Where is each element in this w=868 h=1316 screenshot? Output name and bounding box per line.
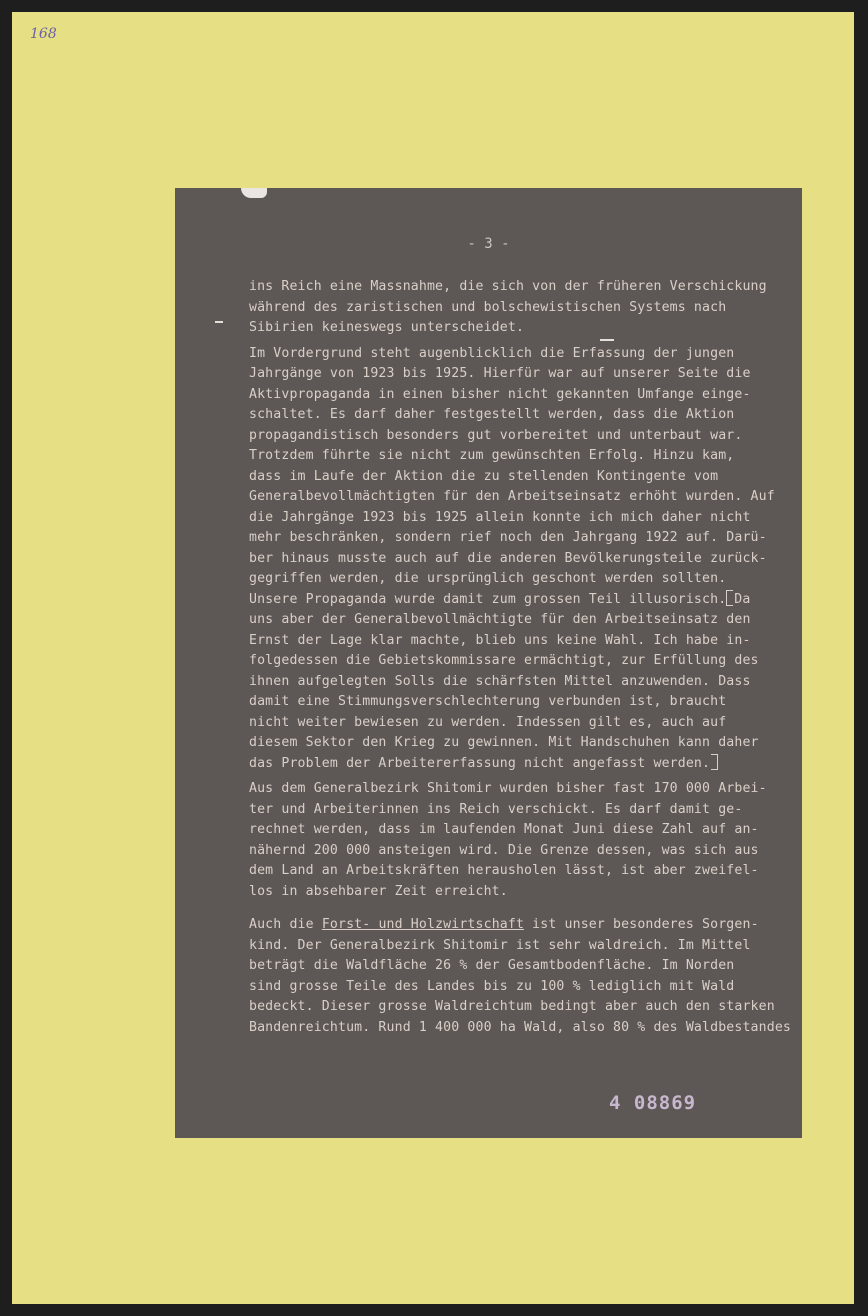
text-line: Sibirien keineswegs unterscheidet. xyxy=(249,320,525,335)
text-line: dem Land an Arbeitskräften herausholen lässt, ist aber zweifel- xyxy=(249,863,759,878)
text-line-content: das Problem der Arbeitererfassung nicht angefasst werden. xyxy=(249,755,711,771)
text-line: nicht weiter bewiesen zu werden. Indessen gilt es, auch auf xyxy=(249,714,727,730)
text-line: uns aber der Generalbevollmächtigte für den Arbeitseinsatz den xyxy=(249,612,751,627)
text-line: folgedessen die Gebietskommissare ermächtigt, zur Erfüllung des xyxy=(249,653,759,668)
text-line: die Jahrgänge 1923 bis 1925 allein konnte ich mich daher nicht xyxy=(249,509,751,525)
text-line-content: Unsere Propaganda wurde damit zum grossen Teil illusorisch. xyxy=(249,591,727,607)
text-line: dass im Laufe der Aktion die zu stellenden Kontingente vom xyxy=(249,468,719,484)
underlined-heading-text: Forst- und Holzwirtschaft xyxy=(321,917,525,932)
text-line: ter und Arbeiterinnen ins Reich verschickt. Es darf damit ge- xyxy=(249,801,743,817)
text-line: Generalbevollmächtigten für den Arbeitseinsatz erhöht wurden. Auf xyxy=(249,489,775,504)
text-line-rest: ist unser besonderes Sorgen- xyxy=(524,917,759,932)
text-line: gegriffen werden, die ursprünglich geschont werden sollten. xyxy=(249,571,727,586)
text-line: Bandenreichtum. Rund 1 400 000 ha Wald, also 80 % des Waldbestandes xyxy=(249,1019,791,1035)
text-line: Aktivpropaganda in einen bisher nicht gekannten Umfange einge- xyxy=(249,386,751,402)
text-line xyxy=(249,915,809,936)
text-line: Im Vordergrund steht augenblicklich die Erfassung der jungen xyxy=(249,345,735,361)
paper-speck xyxy=(215,321,223,323)
text-line: ihnen aufgelegten Solls die schärfsten Mittel anzuwenden. Dass xyxy=(249,673,751,689)
text-line: Ernst der Lage klar machte, blieb uns keine Wahl. Ich habe in- xyxy=(249,632,751,648)
text-line: damit eine Stimmungsverschlechterung verbunden ist, braucht xyxy=(249,694,727,709)
text-line: mehr beschränken, sondern rief noch den Jahrgang 1922 auf. Darü- xyxy=(249,530,767,545)
letter-body xyxy=(249,277,809,1038)
text-line: Aus dem Generalbezirk Shitomir wurden bisher fast 170 000 Arbei- xyxy=(249,781,767,796)
text-line-lead: Auch die xyxy=(249,917,322,932)
margin-bracket-close xyxy=(711,754,718,770)
archive-mount-sheet xyxy=(12,12,854,1304)
paper-tear-mark xyxy=(241,188,267,198)
text-line: Trotzdem führte sie nicht zum gewünschten Erfolg. Hinzu kam, xyxy=(249,448,735,463)
paragraph-2 xyxy=(249,344,809,775)
paragraph-1 xyxy=(249,277,809,339)
paragraph-4 xyxy=(249,915,809,1038)
archive-stamp-number: 4 08869 xyxy=(609,1092,697,1114)
archive-folio-number: 168 xyxy=(30,26,57,42)
text-line: beträgt die Waldfläche 26 % der Gesamtbodenfläche. Im Norden xyxy=(249,958,735,973)
inline-insert: Da xyxy=(734,591,751,607)
text-line: rechnet werden, dass im laufenden Monat Juni diese Zahl auf an- xyxy=(249,822,759,837)
text-line: los in absehbarer Zeit erreicht. xyxy=(249,883,508,899)
text-line: propagandistisch besonders gut vorbereitet und unterbaut war. xyxy=(249,427,743,443)
text-line: diesem Sektor den Krieg zu gewinnen. Mit Handschuhen kann daher xyxy=(249,735,759,750)
text-line: sind grosse Teile des Landes bis zu 100 % lediglich mit Wald xyxy=(249,978,735,994)
margin-bracket-open xyxy=(726,590,733,606)
text-line: Jahrgänge von 1923 bis 1925. Hierfür war auf unserer Seite die xyxy=(249,366,751,381)
page-number: - 3 - xyxy=(467,236,510,252)
paragraph-3 xyxy=(249,779,809,902)
text-line: nähernd 200 000 ansteigen wird. Die Grenze dessen, was sich aus xyxy=(249,842,759,858)
text-line: kind. Der Generalbezirk Shitomir ist sehr waldreich. Im Mittel xyxy=(249,937,751,953)
text-line: schaltet. Es darf daher festgestellt werden, dass die Aktion xyxy=(249,407,735,422)
text-line: ber hinaus musste auch auf die anderen Bevölkerungsteile zurück- xyxy=(249,550,767,566)
document-page xyxy=(175,188,802,1138)
text-line xyxy=(249,754,809,775)
text-line: bedeckt. Dieser grosse Waldreichtum bedingt aber auch den starken xyxy=(249,999,775,1014)
text-line xyxy=(249,590,809,611)
text-line: während des zaristischen und bolschewistischen Systems nach xyxy=(249,299,727,315)
text-line: ins Reich eine Massnahme, die sich von der früheren Verschickung xyxy=(249,279,767,294)
